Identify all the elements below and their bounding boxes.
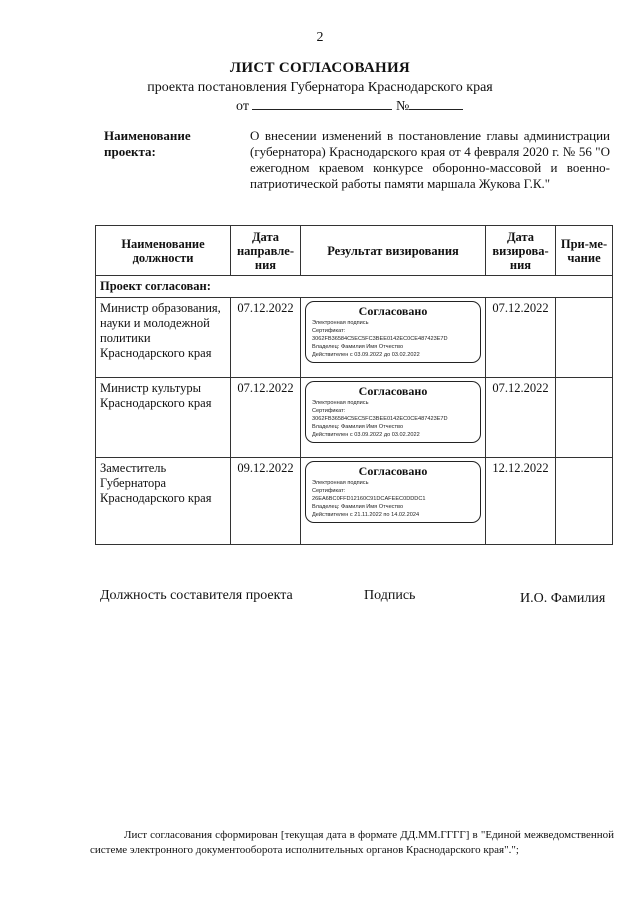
section-row bbox=[96, 276, 613, 298]
table-row bbox=[96, 298, 613, 378]
from-label: от bbox=[236, 99, 249, 114]
stamp-certificate: 3062FB36584C5EC5FC3BEE0142EC0CE487423E7D bbox=[312, 336, 448, 342]
header-note: При-ме-чание bbox=[556, 226, 613, 276]
header-date-sent: Дата направле-ния bbox=[231, 226, 301, 276]
section-label: Проект согласован: bbox=[96, 276, 613, 298]
stamp-title: Согласовано bbox=[358, 384, 428, 398]
number-blank-line bbox=[409, 97, 463, 110]
row-position: Заместитель Губернатора Краснодарского края bbox=[96, 458, 231, 545]
row-date-visa: 07.12.2022 bbox=[486, 378, 556, 458]
table-row bbox=[96, 458, 613, 545]
signature-label: Подпись bbox=[364, 588, 416, 603]
stamp-line: Сертификат: bbox=[312, 328, 346, 334]
approval-stamp bbox=[305, 461, 481, 523]
header-result: Результат визирования bbox=[301, 226, 486, 276]
page-number: 2 bbox=[316, 30, 324, 45]
number-label: № bbox=[395, 99, 410, 114]
stamp-line: Сертификат: bbox=[312, 488, 346, 494]
approval-stamp bbox=[305, 301, 481, 363]
bottom-note: Лист согласования сформирован [текущая дата в формате ДД.ММ.ГГГГ] в "Единой межведомственной системе электронного документооборота исполнительных органов Краснодарского края"."; bbox=[90, 829, 614, 856]
row-note bbox=[556, 298, 613, 378]
stamp-line: Электронная подпись bbox=[312, 400, 369, 406]
document-subtitle: проекта постановления Губернатора Краснодарского края bbox=[147, 80, 493, 95]
row-date-visa: 12.12.2022 bbox=[486, 458, 556, 545]
row-date-sent: 07.12.2022 bbox=[231, 298, 301, 378]
table-row bbox=[96, 378, 613, 458]
approval-table bbox=[95, 225, 613, 545]
row-position: Министр культуры Краснодарского края bbox=[96, 378, 231, 458]
row-result bbox=[301, 378, 486, 458]
header-position: Наименование должности bbox=[96, 226, 231, 276]
approval-stamp bbox=[305, 381, 481, 443]
stamp-title: Согласовано bbox=[358, 304, 428, 318]
stamp-owner: Владелец: Фамилия Имя Отчество bbox=[312, 344, 404, 350]
table-header-row bbox=[96, 226, 613, 276]
row-note bbox=[556, 378, 613, 458]
row-date-sent: 07.12.2022 bbox=[231, 378, 301, 458]
compiler-position-label: Должность составителя проекта bbox=[100, 588, 293, 603]
row-note bbox=[556, 458, 613, 545]
project-name-label: Наименование проекта: bbox=[104, 128, 191, 159]
header-date-visa: Дата визирова-ния bbox=[486, 226, 556, 276]
stamp-owner: Владелец: Фамилия Имя Отчество bbox=[312, 424, 404, 430]
row-date-sent: 09.12.2022 bbox=[231, 458, 301, 545]
stamp-validity: Действителен с 21.11.2022 по 14.02.2024 bbox=[312, 512, 420, 518]
stamp-title: Согласовано bbox=[358, 464, 428, 478]
row-result bbox=[301, 458, 486, 545]
stamp-certificate: 3062FB36584C5EC5FC3BEE0142EC0CE487423E7D bbox=[312, 416, 448, 422]
date-number-line bbox=[236, 97, 463, 115]
stamp-line: Электронная подпись bbox=[312, 320, 369, 326]
row-position: Министр образования, науки и молодежной политики Краснодарского края bbox=[96, 298, 231, 378]
row-result bbox=[301, 298, 486, 378]
date-blank-line bbox=[252, 97, 392, 110]
stamp-certificate: 26EA6BC0FFD12160C91DCAFEEC0DDDC1 bbox=[312, 496, 426, 502]
document-title: ЛИСТ СОГЛАСОВАНИЯ bbox=[229, 60, 411, 76]
compiler-name-label: И.О. Фамилия bbox=[520, 591, 606, 606]
row-date-visa: 07.12.2022 bbox=[486, 298, 556, 378]
stamp-line: Электронная подпись bbox=[312, 480, 369, 486]
stamp-validity: Действителен с 03.09.2022 до 03.02.2022 bbox=[312, 432, 420, 438]
project-name-text: О внесении изменений в постановление главы администрации (губернатора) Краснодарского края от 4 февраля 2020 г. № 56 "О ежегодном краевом конкурсе оборонно-массовой и военно-патриотической работы памяти маршала Жукова Г.К." bbox=[250, 128, 610, 191]
stamp-validity: Действителен с 03.09.2022 до 03.02.2022 bbox=[312, 352, 420, 358]
stamp-line: Сертификат: bbox=[312, 408, 346, 414]
stamp-owner: Владелец: Фамилия Имя Отчество bbox=[312, 504, 404, 510]
